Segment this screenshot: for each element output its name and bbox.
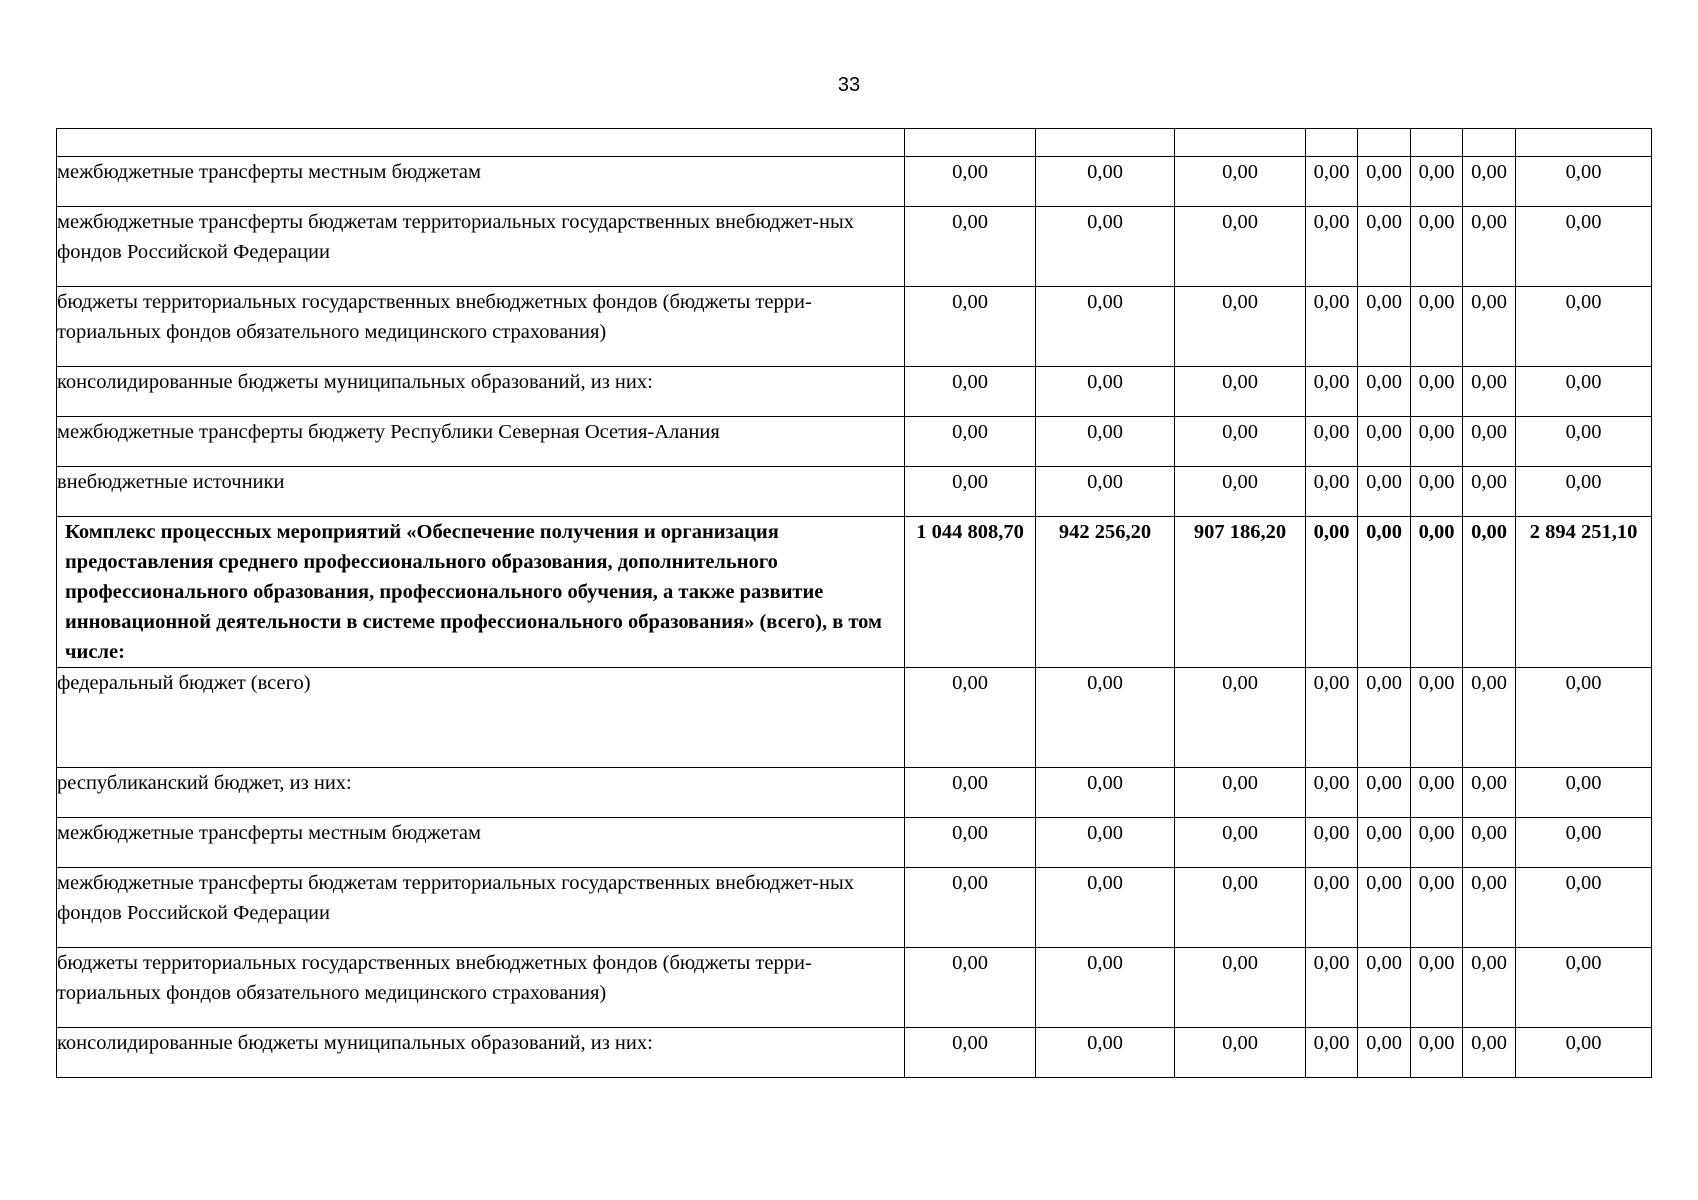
- value-cell: 0,00: [1306, 367, 1358, 417]
- table-row: [57, 207, 1652, 287]
- value-cell: 0,00: [1463, 868, 1516, 948]
- value-cell: 0,00: [1358, 207, 1411, 287]
- row-label: бюджеты территориальных государственных внебюджетных фондов (бюджеты терри-ториальных фондов обязательного медицинского страхования): [57, 948, 905, 1028]
- value-cell: 0,00: [1516, 818, 1652, 868]
- value-cell: 0,00: [1411, 517, 1463, 668]
- value-cell: 0,00: [1036, 157, 1175, 207]
- value-cell: 2 894 251,10: [1516, 517, 1652, 668]
- row-label: Комплекс процессных мероприятий «Обеспечение получения и организация предоставления среднего профессионального образования, дополнительного профессионального образования, профессионального обучения, а также развитие инновационной деятельности в системе профессионального образования» (всего), в том числе:: [57, 517, 905, 668]
- value-cell: 0,00: [1306, 517, 1358, 668]
- value-cell: 0,00: [1411, 868, 1463, 948]
- row-label: бюджеты территориальных государственных внебюджетных фондов (бюджеты терри-ториальных фондов обязательного медицинского страхования): [57, 287, 905, 367]
- value-cell: 0,00: [1516, 417, 1652, 467]
- header-cell: [1516, 129, 1652, 157]
- value-cell: 0,00: [1175, 668, 1306, 768]
- row-label: межбюджетные трансферты бюджетам территориальных государственных внебюджет-ных фондов Российской Федерации: [57, 868, 905, 948]
- row-label: межбюджетные трансферты бюджетам территориальных государственных внебюджет-ных фондов Российской Федерации: [57, 207, 905, 287]
- table-row: [57, 467, 1652, 517]
- value-cell: 0,00: [1411, 948, 1463, 1028]
- value-cell: 0,00: [1463, 668, 1516, 768]
- value-cell: 0,00: [1036, 207, 1175, 287]
- value-cell: 0,00: [1516, 868, 1652, 948]
- value-cell: 0,00: [1306, 1028, 1358, 1078]
- value-cell: 0,00: [1516, 207, 1652, 287]
- value-cell: 0,00: [1036, 1028, 1175, 1078]
- value-cell: 0,00: [1411, 157, 1463, 207]
- value-cell: 0,00: [1463, 948, 1516, 1028]
- header-cell: [1463, 129, 1516, 157]
- row-label: внебюджетные источники: [57, 467, 905, 517]
- row-label: межбюджетные трансферты бюджету Республики Северная Осетия-Алания: [57, 417, 905, 467]
- table-row: [57, 868, 1652, 948]
- value-cell: 0,00: [1411, 367, 1463, 417]
- value-cell: 0,00: [1306, 948, 1358, 1028]
- value-cell: 0,00: [1358, 768, 1411, 818]
- value-cell: 0,00: [905, 287, 1036, 367]
- header-cell: [1306, 129, 1358, 157]
- value-cell: 0,00: [1175, 207, 1306, 287]
- table-row: [57, 287, 1652, 367]
- value-cell: 0,00: [1516, 1028, 1652, 1078]
- value-cell: 0,00: [1358, 157, 1411, 207]
- table-row: [57, 517, 1652, 668]
- value-cell: 0,00: [1306, 818, 1358, 868]
- value-cell: 0,00: [905, 367, 1036, 417]
- table-row: [57, 768, 1652, 818]
- value-cell: 0,00: [905, 207, 1036, 287]
- header-cell: [1358, 129, 1411, 157]
- value-cell: 0,00: [1411, 668, 1463, 768]
- value-cell: 0,00: [1358, 287, 1411, 367]
- value-cell: 0,00: [1036, 868, 1175, 948]
- value-cell: 0,00: [905, 417, 1036, 467]
- header-cell: [1036, 129, 1175, 157]
- value-cell: 0,00: [1036, 668, 1175, 768]
- value-cell: 0,00: [1516, 948, 1652, 1028]
- value-cell: 0,00: [1175, 287, 1306, 367]
- value-cell: 0,00: [1463, 467, 1516, 517]
- value-cell: 942 256,20: [1036, 517, 1175, 668]
- value-cell: 0,00: [1306, 417, 1358, 467]
- header-cell: [1411, 129, 1463, 157]
- value-cell: 0,00: [1358, 668, 1411, 768]
- value-cell: 0,00: [1411, 287, 1463, 367]
- value-cell: 0,00: [1306, 207, 1358, 287]
- value-cell: 0,00: [1411, 818, 1463, 868]
- value-cell: 0,00: [1175, 868, 1306, 948]
- value-cell: 0,00: [905, 668, 1036, 768]
- row-label: межбюджетные трансферты местным бюджетам: [57, 818, 905, 868]
- value-cell: 0,00: [1358, 517, 1411, 668]
- row-label: консолидированные бюджеты муниципальных образований, из них:: [57, 367, 905, 417]
- row-label: межбюджетные трансферты местным бюджетам: [57, 157, 905, 207]
- row-label: федеральный бюджет (всего): [57, 668, 905, 768]
- row-label: республиканский бюджет, из них:: [57, 768, 905, 818]
- value-cell: 0,00: [1358, 417, 1411, 467]
- value-cell: 0,00: [1516, 768, 1652, 818]
- row-label: консолидированные бюджеты муниципальных образований, из них:: [57, 1028, 905, 1078]
- value-cell: 0,00: [1411, 768, 1463, 818]
- value-cell: 0,00: [1306, 768, 1358, 818]
- value-cell: 0,00: [1463, 417, 1516, 467]
- value-cell: 0,00: [1516, 287, 1652, 367]
- table-row: [57, 367, 1652, 417]
- value-cell: 0,00: [905, 948, 1036, 1028]
- value-cell: 0,00: [1516, 668, 1652, 768]
- page-number: 33: [837, 74, 861, 96]
- header-row: [57, 129, 1652, 157]
- value-cell: 0,00: [1411, 467, 1463, 517]
- value-cell: 0,00: [1358, 1028, 1411, 1078]
- value-cell: 0,00: [905, 868, 1036, 948]
- value-cell: 0,00: [1036, 417, 1175, 467]
- value-cell: 0,00: [1516, 467, 1652, 517]
- header-cell: [1175, 129, 1306, 157]
- value-cell: 0,00: [1358, 467, 1411, 517]
- value-cell: 0,00: [1411, 417, 1463, 467]
- value-cell: 0,00: [1463, 1028, 1516, 1078]
- value-cell: 0,00: [1411, 1028, 1463, 1078]
- value-cell: 0,00: [1358, 367, 1411, 417]
- value-cell: 0,00: [1036, 467, 1175, 517]
- value-cell: 0,00: [1175, 948, 1306, 1028]
- value-cell: 0,00: [1463, 367, 1516, 417]
- value-cell: 0,00: [1036, 768, 1175, 818]
- value-cell: 0,00: [1036, 367, 1175, 417]
- table-row: [57, 417, 1652, 467]
- value-cell: 0,00: [1306, 467, 1358, 517]
- value-cell: 0,00: [905, 157, 1036, 207]
- value-cell: 0,00: [1463, 207, 1516, 287]
- value-cell: 0,00: [1463, 287, 1516, 367]
- value-cell: 0,00: [1358, 818, 1411, 868]
- value-cell: 0,00: [905, 818, 1036, 868]
- value-cell: 0,00: [1306, 157, 1358, 207]
- value-cell: 0,00: [1463, 157, 1516, 207]
- value-cell: 0,00: [1036, 948, 1175, 1028]
- header-cell: [57, 129, 905, 157]
- value-cell: 0,00: [1463, 818, 1516, 868]
- value-cell: 0,00: [1036, 818, 1175, 868]
- value-cell: 0,00: [1175, 768, 1306, 818]
- value-cell: 0,00: [905, 1028, 1036, 1078]
- value-cell: 0,00: [1175, 367, 1306, 417]
- value-cell: 0,00: [1175, 818, 1306, 868]
- value-cell: 0,00: [905, 768, 1036, 818]
- value-cell: 0,00: [1358, 948, 1411, 1028]
- table-row: [57, 948, 1652, 1028]
- value-cell: 0,00: [1306, 668, 1358, 768]
- value-cell: 0,00: [1516, 157, 1652, 207]
- table-row: [57, 157, 1652, 207]
- table-row: [57, 1028, 1652, 1078]
- header-cell: [905, 129, 1036, 157]
- value-cell: 0,00: [905, 467, 1036, 517]
- value-cell: 1 044 808,70: [905, 517, 1036, 668]
- value-cell: 0,00: [1175, 467, 1306, 517]
- value-cell: 907 186,20: [1175, 517, 1306, 668]
- value-cell: 0,00: [1516, 367, 1652, 417]
- value-cell: 0,00: [1036, 287, 1175, 367]
- table-body: [57, 129, 1652, 1078]
- value-cell: 0,00: [1306, 287, 1358, 367]
- value-cell: 0,00: [1463, 517, 1516, 668]
- budget-table: [56, 128, 1652, 1078]
- value-cell: 0,00: [1358, 868, 1411, 948]
- table-row: [57, 668, 1652, 768]
- value-cell: 0,00: [1411, 207, 1463, 287]
- value-cell: 0,00: [1175, 157, 1306, 207]
- table-row: [57, 818, 1652, 868]
- value-cell: 0,00: [1306, 868, 1358, 948]
- value-cell: 0,00: [1175, 1028, 1306, 1078]
- value-cell: 0,00: [1175, 417, 1306, 467]
- value-cell: 0,00: [1463, 768, 1516, 818]
